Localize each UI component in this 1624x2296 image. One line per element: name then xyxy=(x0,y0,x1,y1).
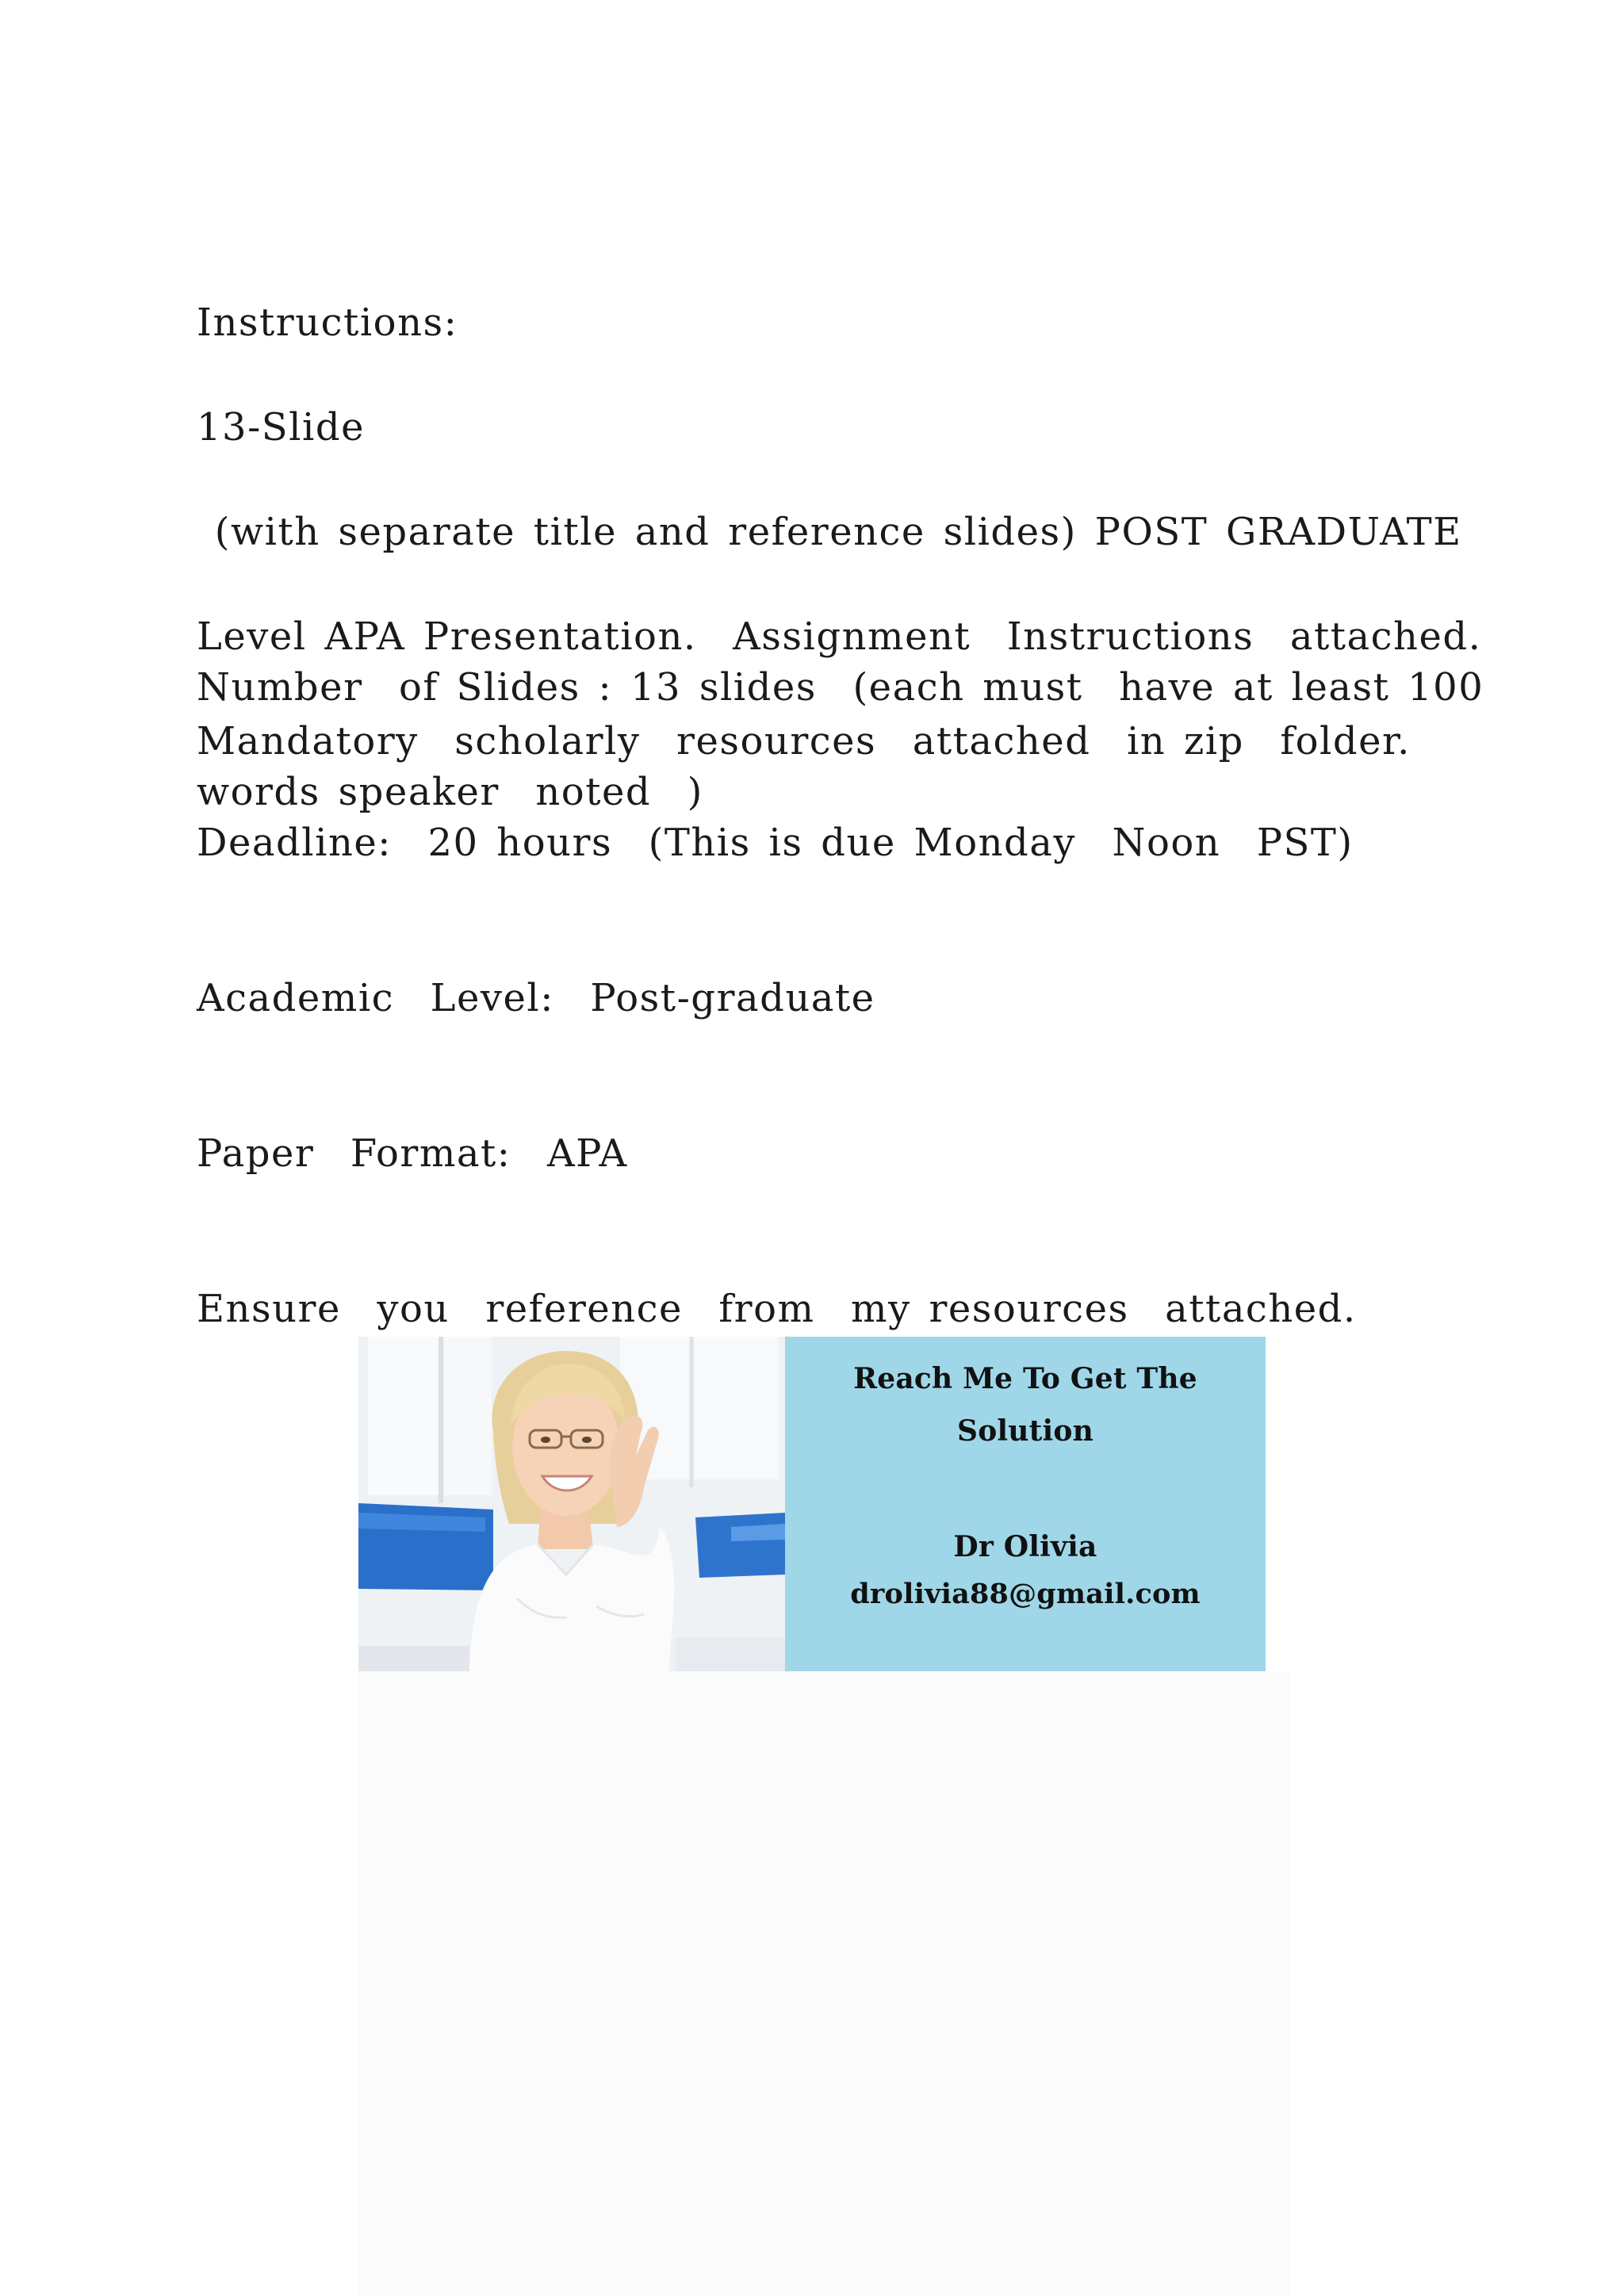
lower-blank-panel xyxy=(358,1671,1291,2296)
deadline-line: Deadline: 20 hours (This is due Monday Noon PST) xyxy=(197,821,1354,865)
contact-info-panel xyxy=(785,1337,1266,1671)
instructions-heading: Instructions: xyxy=(197,300,458,345)
instructions-body-line-3: Mandatory scholarly resources attached in zip folder. xyxy=(197,719,1411,763)
instructions-body-line-2: Level APA Presentation. Assignment Instructions attached. xyxy=(197,614,1482,659)
contact-email: drolivia88@gmail.com xyxy=(850,1578,1201,1610)
slides-line-2: words speaker noted ) xyxy=(197,770,703,814)
contact-banner xyxy=(358,1337,1266,1671)
slides-line-1: Number of Slides : 13 slides (each must have at least 100 xyxy=(197,665,1484,710)
academic-level-line: Academic Level: Post-graduate xyxy=(197,976,875,1020)
contact-name: Dr Olivia xyxy=(953,1530,1097,1563)
instructions-body-line-1: (with separate title and reference slides) POST GRADUATE xyxy=(197,510,1462,554)
woman-photo-illustration xyxy=(358,1337,785,1671)
solution-heading: Solution xyxy=(957,1414,1094,1448)
reach-me-heading: Reach Me To Get The xyxy=(853,1362,1197,1395)
paper-format-line: Paper Format: APA xyxy=(197,1131,628,1176)
instructions-slide-count: 13-Slide xyxy=(197,405,366,450)
woman-photo xyxy=(358,1337,785,1671)
ensure-reference-line: Ensure you reference from my resources attached. xyxy=(197,1287,1357,1331)
